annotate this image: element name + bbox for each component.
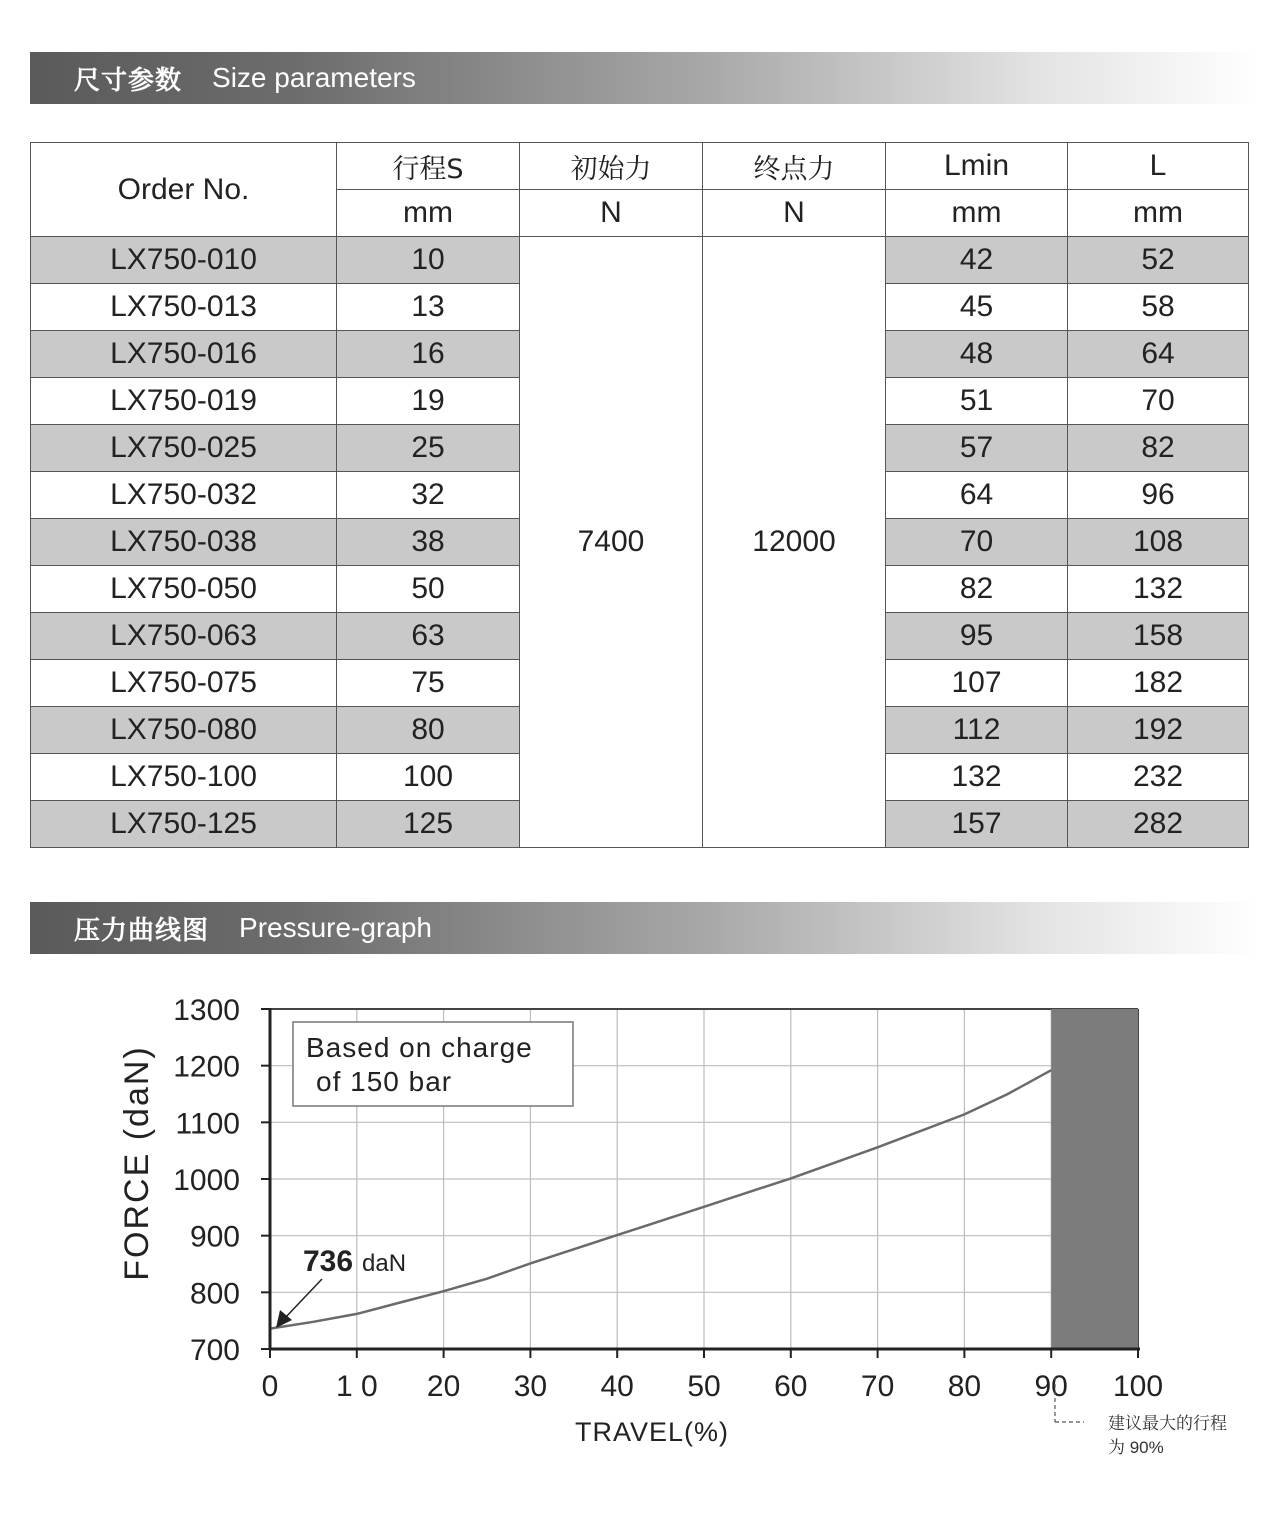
size-parameters-banner xyxy=(30,52,1260,104)
cell-order-no: LX750-025 xyxy=(31,425,337,472)
unit-l: mm xyxy=(1068,190,1249,237)
max-travel-shaded-region xyxy=(1051,1009,1138,1349)
y-tick-label: 1000 xyxy=(173,1164,240,1197)
cell-lmin: 64 xyxy=(886,472,1068,519)
pressure-graph-banner xyxy=(30,902,1260,954)
cell-lmin: 95 xyxy=(886,613,1068,660)
x-tick-label: 70 xyxy=(860,1370,895,1403)
y-tick-label: 800 xyxy=(189,1277,240,1311)
cell-order-no: LX750-038 xyxy=(31,519,337,566)
cell-order-no: LX750-100 xyxy=(31,754,337,801)
cell-stroke: 100 xyxy=(337,754,520,801)
cell-order-no: LX750-010 xyxy=(31,237,337,284)
cell-lmin: 107 xyxy=(886,660,1068,707)
cell-stroke: 50 xyxy=(337,566,520,613)
header-lmin: Lmin xyxy=(886,143,1068,190)
cell-stroke: 80 xyxy=(337,707,520,754)
cell-l: 132 xyxy=(1068,566,1249,613)
cell-stroke: 75 xyxy=(337,660,520,707)
section-title-en: Pressure-graph xyxy=(239,912,432,943)
cell-l: 82 xyxy=(1068,425,1249,472)
cell-stroke: 125 xyxy=(337,801,520,848)
cell-stroke: 32 xyxy=(337,472,520,519)
cell-lmin: 57 xyxy=(886,425,1068,472)
cell-order-no: LX750-050 xyxy=(31,566,337,613)
cell-lmin: 132 xyxy=(886,754,1068,801)
unit-lmin: mm xyxy=(886,190,1068,237)
cell-l: 96 xyxy=(1068,472,1249,519)
header-end-force: 终点力 xyxy=(703,143,886,190)
x-tick-label: 100 xyxy=(1112,1370,1164,1403)
cell-stroke: 19 xyxy=(337,378,520,425)
cell-lmin: 51 xyxy=(886,378,1068,425)
cell-l: 64 xyxy=(1068,331,1249,378)
cell-l: 282 xyxy=(1068,801,1249,848)
x-tick-label: 20 xyxy=(426,1370,461,1403)
x-tick-label: 0 xyxy=(261,1370,279,1403)
cell-l: 58 xyxy=(1068,284,1249,331)
section-title-cn: 压力曲线图 xyxy=(74,915,210,946)
cell-order-no: LX750-080 xyxy=(31,707,337,754)
x-tick-label: 1 0 xyxy=(335,1370,378,1403)
cell-lmin: 157 xyxy=(886,801,1068,848)
x-tick-label: 40 xyxy=(600,1370,634,1403)
cell-initial-force: 7400 xyxy=(520,237,703,848)
cell-stroke: 13 xyxy=(337,284,520,331)
cell-stroke: 63 xyxy=(337,613,520,660)
cell-order-no: LX750-032 xyxy=(31,472,337,519)
cell-lmin: 112 xyxy=(886,707,1068,754)
x-tick-label: 60 xyxy=(774,1370,808,1403)
y-tick-label: 1200 xyxy=(173,1050,240,1084)
cell-stroke: 25 xyxy=(337,425,520,472)
cell-order-no: LX750-125 xyxy=(31,801,337,848)
cell-order-no: LX750-016 xyxy=(31,331,337,378)
cell-l: 158 xyxy=(1068,613,1249,660)
y-tick-label: 700 xyxy=(189,1334,240,1367)
header-order-no: Order No. xyxy=(31,143,337,237)
annotation-line-1: Based on charge xyxy=(306,1032,533,1063)
cell-lmin: 70 xyxy=(886,519,1068,566)
header-initial-force: 初始力 xyxy=(520,143,703,190)
y-tick-label: 1300 xyxy=(173,994,240,1027)
cell-l: 182 xyxy=(1068,660,1249,707)
cell-l: 108 xyxy=(1068,519,1249,566)
cell-lmin: 45 xyxy=(886,284,1068,331)
unit-initial-force: N xyxy=(520,190,703,237)
x-tick-label: 30 xyxy=(513,1370,548,1403)
cell-lmin: 82 xyxy=(886,566,1068,613)
x-tick-labels xyxy=(262,1370,1163,1403)
cell-l: 70 xyxy=(1068,378,1249,425)
cell-l: 52 xyxy=(1068,237,1249,284)
note-line-1: 建议最大的行程 xyxy=(1108,1414,1227,1433)
unit-end-force: N xyxy=(703,190,886,237)
cell-order-no: LX750-019 xyxy=(31,378,337,425)
unit-stroke: mm xyxy=(337,190,520,237)
cell-lmin: 48 xyxy=(886,331,1068,378)
force-curve xyxy=(270,1070,1051,1328)
x-tick-label: 80 xyxy=(947,1370,982,1403)
cell-l: 192 xyxy=(1068,707,1249,754)
cell-stroke: 10 xyxy=(337,237,520,284)
y-tick-labels xyxy=(173,994,240,1367)
y-tick-label: 1100 xyxy=(175,1107,240,1141)
section-title-en: Size parameters xyxy=(212,62,416,93)
cell-stroke: 16 xyxy=(337,331,520,378)
size-parameters-table xyxy=(30,142,1249,848)
annotation-line-2: of 150 bar xyxy=(316,1066,453,1097)
callout-value: 736 xyxy=(303,1245,354,1278)
callout-leader xyxy=(284,1279,322,1319)
y-axis-label: FORCE (daN) xyxy=(118,1045,156,1281)
table-row xyxy=(31,237,1249,284)
cell-order-no: LX750-063 xyxy=(31,613,337,660)
cell-order-no: LX750-013 xyxy=(31,284,337,331)
callout-unit: daN xyxy=(362,1250,407,1277)
cell-end-force: 12000 xyxy=(703,237,886,848)
cell-lmin: 42 xyxy=(886,237,1068,284)
cell-stroke: 38 xyxy=(337,519,520,566)
x-tick-label: 90 xyxy=(1034,1370,1068,1403)
header-l: L xyxy=(1068,143,1249,190)
header-stroke: 行程S xyxy=(337,143,520,190)
x-axis-label: TRAVEL(%) xyxy=(574,1417,730,1447)
x-tick-label: 50 xyxy=(687,1370,721,1403)
section-title-cn: 尺寸参数 xyxy=(74,65,183,96)
pressure-chart xyxy=(0,985,1285,1475)
cell-order-no: LX750-075 xyxy=(31,660,337,707)
cell-l: 232 xyxy=(1068,754,1249,801)
note-line-2: 为 90% xyxy=(1108,1438,1164,1457)
y-tick-label: 900 xyxy=(189,1220,240,1254)
